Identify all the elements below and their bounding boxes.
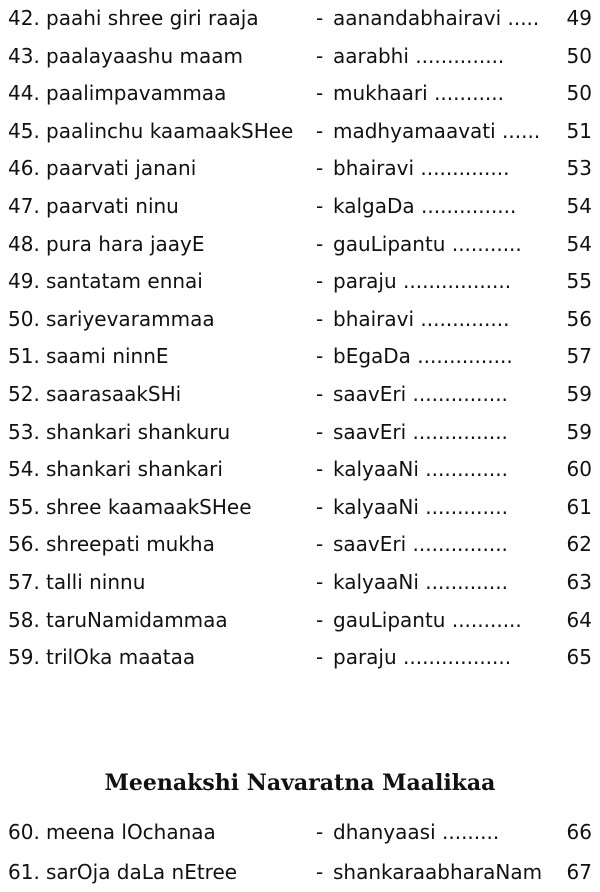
raga-name: paraju ................. — [333, 645, 512, 670]
separator-dash: - — [316, 820, 324, 844]
index-entry — [0, 263, 600, 301]
entry-number: 57. — [8, 569, 40, 594]
song-title: santatam ennai — [46, 269, 203, 294]
dot-leader: ............... — [406, 532, 508, 557]
page-number: 54 — [566, 193, 592, 218]
entry-number: 47. — [8, 193, 40, 218]
index-entry — [0, 564, 600, 602]
raga-name: mukhaari ........... — [333, 81, 505, 106]
separator-dash: - — [316, 118, 324, 143]
raga-name: bhairavi .............. — [333, 156, 510, 181]
song-title: sarOja daLa nEtree — [46, 860, 238, 884]
raga-name: madhyamaavati ...... — [333, 118, 541, 143]
page-number: 50 — [566, 43, 592, 68]
dot-leader: ............... — [410, 344, 513, 369]
entry-number: 52. — [8, 381, 40, 406]
raga-name: saavEri ............... — [333, 532, 508, 557]
dot-leader: ........... — [445, 231, 522, 256]
index-entry — [0, 376, 600, 414]
song-title: trilOka maataa — [46, 645, 196, 670]
raga-name: paraju ................. — [333, 269, 512, 294]
entry-number: 42. — [8, 6, 40, 30]
song-title: shreepati mukha — [46, 532, 215, 557]
entry-number: 43. — [8, 43, 40, 68]
separator-dash: - — [316, 269, 324, 294]
page-number: 56 — [566, 306, 592, 331]
page-number: 49 — [566, 6, 592, 30]
entry-number: 56. — [8, 532, 40, 557]
index-entry — [0, 489, 600, 527]
dot-leader: ................. — [396, 645, 512, 670]
separator-dash: - — [316, 231, 324, 256]
raga-name: dhanyaasi ......... — [333, 820, 500, 844]
entry-number: 54. — [8, 457, 40, 482]
entry-number: 49. — [8, 269, 40, 294]
entry-number: 58. — [8, 607, 40, 632]
song-title: sariyevarammaa — [46, 306, 215, 331]
raga-name: saavEri ............... — [333, 419, 508, 444]
dot-leader: ......... — [435, 820, 500, 844]
entry-number: 59. — [8, 645, 40, 670]
raga-name: kalyaaNi ............. — [333, 569, 508, 594]
dot-leader: .............. — [414, 156, 510, 181]
separator-dash: - — [316, 344, 324, 369]
song-title: shankari shankari — [46, 457, 223, 482]
page-number: 59 — [566, 419, 592, 444]
dot-leader: ...... — [495, 118, 541, 143]
index-entry — [0, 226, 600, 264]
page-number: 62 — [566, 532, 592, 557]
dot-leader: ............... — [406, 419, 508, 444]
separator-dash: - — [316, 193, 324, 218]
entry-number: 55. — [8, 494, 40, 519]
song-title: paalinchu kaamaakSHee — [46, 118, 294, 143]
dot-leader: ............. — [418, 494, 508, 519]
page-number: 64 — [566, 607, 592, 632]
index-entry — [0, 113, 600, 151]
song-title: paarvati ninu — [46, 193, 179, 218]
separator-dash: - — [316, 81, 324, 106]
dot-leader: ............... — [414, 193, 517, 218]
dot-leader: ........... — [445, 607, 522, 632]
dot-leader: ..... — [501, 6, 540, 30]
raga-name: bhairavi .............. — [333, 306, 510, 331]
dot-leader: ............. — [418, 457, 508, 482]
raga-name: kalgaDa ............... — [333, 193, 517, 218]
raga-name: bEgaDa ............... — [333, 344, 513, 369]
raga-name: aanandabhairavi ..... — [333, 6, 540, 30]
page-number: 53 — [566, 156, 592, 181]
separator-dash: - — [316, 419, 324, 444]
page-number: 67 — [566, 860, 592, 884]
raga-name: shankaraabharaNam — [333, 860, 543, 884]
song-title: taruNamidammaa — [46, 607, 228, 632]
page-number: 65 — [566, 645, 592, 670]
index-entry — [0, 150, 600, 188]
entry-number: 44. — [8, 81, 40, 106]
page-number: 55 — [566, 269, 592, 294]
page-number: 51 — [566, 118, 592, 143]
index-entry — [0, 0, 600, 38]
song-title: shree kaamaakSHee — [46, 494, 252, 519]
separator-dash: - — [316, 156, 324, 181]
separator-dash: - — [316, 494, 324, 519]
dot-leader: ............. — [418, 569, 508, 594]
separator-dash: - — [316, 381, 324, 406]
song-title: saami ninnE — [46, 344, 169, 369]
index-entry — [0, 414, 600, 452]
entry-number: 61. — [8, 860, 40, 884]
index-entry — [0, 451, 600, 489]
index-entry — [0, 338, 600, 376]
entry-number: 60. — [8, 820, 40, 844]
song-title: paarvati janani — [46, 156, 197, 181]
index-entry — [0, 812, 600, 852]
separator-dash: - — [316, 645, 324, 670]
dot-leader: ........... — [427, 81, 505, 106]
page-number: 63 — [566, 569, 592, 594]
raga-name: saavEri ............... — [333, 381, 508, 406]
song-title: talli ninnu — [46, 569, 146, 594]
index-entry — [0, 602, 600, 640]
song-title: meena lOchanaa — [46, 820, 216, 844]
index-entry — [0, 639, 600, 677]
page-number: 61 — [566, 494, 592, 519]
separator-dash: - — [316, 306, 324, 331]
entry-number: 46. — [8, 156, 40, 181]
entry-number: 45. — [8, 118, 40, 143]
index-list-2 — [0, 812, 600, 892]
section-heading: Meenakshi Navaratna Maalikaa — [104, 770, 496, 796]
page-number: 54 — [566, 231, 592, 256]
raga-name: kalyaaNi ............. — [333, 457, 508, 482]
page-number: 50 — [566, 81, 592, 106]
separator-dash: - — [316, 607, 324, 632]
song-title: shankari shankuru — [46, 419, 231, 444]
index-entry — [0, 852, 600, 892]
index-entry — [0, 188, 600, 226]
dot-leader: .............. — [408, 43, 505, 68]
index-entry — [0, 301, 600, 339]
song-title: paahi shree giri raaja — [46, 6, 259, 30]
song-title: paalimpavammaa — [46, 81, 227, 106]
entry-number: 50. — [8, 306, 40, 331]
raga-name: gauLipantu ........... — [333, 607, 522, 632]
song-title: pura hara jaayE — [46, 231, 205, 256]
index-entry — [0, 38, 600, 76]
entry-number: 51. — [8, 344, 40, 369]
song-title: paalayaashu maam — [46, 43, 243, 68]
dot-leader: ................. — [396, 269, 512, 294]
entry-number: 53. — [8, 419, 40, 444]
page-number: 57 — [566, 344, 592, 369]
song-title: saarasaakSHi — [46, 381, 182, 406]
page-number: 66 — [566, 820, 592, 844]
separator-dash: - — [316, 43, 324, 68]
raga-name: gauLipantu ........... — [333, 231, 522, 256]
entry-number: 48. — [8, 231, 40, 256]
raga-name: aarabhi .............. — [333, 43, 505, 68]
page-number: 60 — [566, 457, 592, 482]
index-entry — [0, 526, 600, 564]
separator-dash: - — [316, 532, 324, 557]
page-number: 59 — [566, 381, 592, 406]
index-entry — [0, 75, 600, 113]
separator-dash: - — [316, 6, 324, 30]
dot-leader: .............. — [414, 306, 510, 331]
separator-dash: - — [316, 569, 324, 594]
raga-name: kalyaaNi ............. — [333, 494, 508, 519]
separator-dash: - — [316, 860, 324, 884]
dot-leader: ............... — [406, 381, 508, 406]
separator-dash: - — [316, 457, 324, 482]
